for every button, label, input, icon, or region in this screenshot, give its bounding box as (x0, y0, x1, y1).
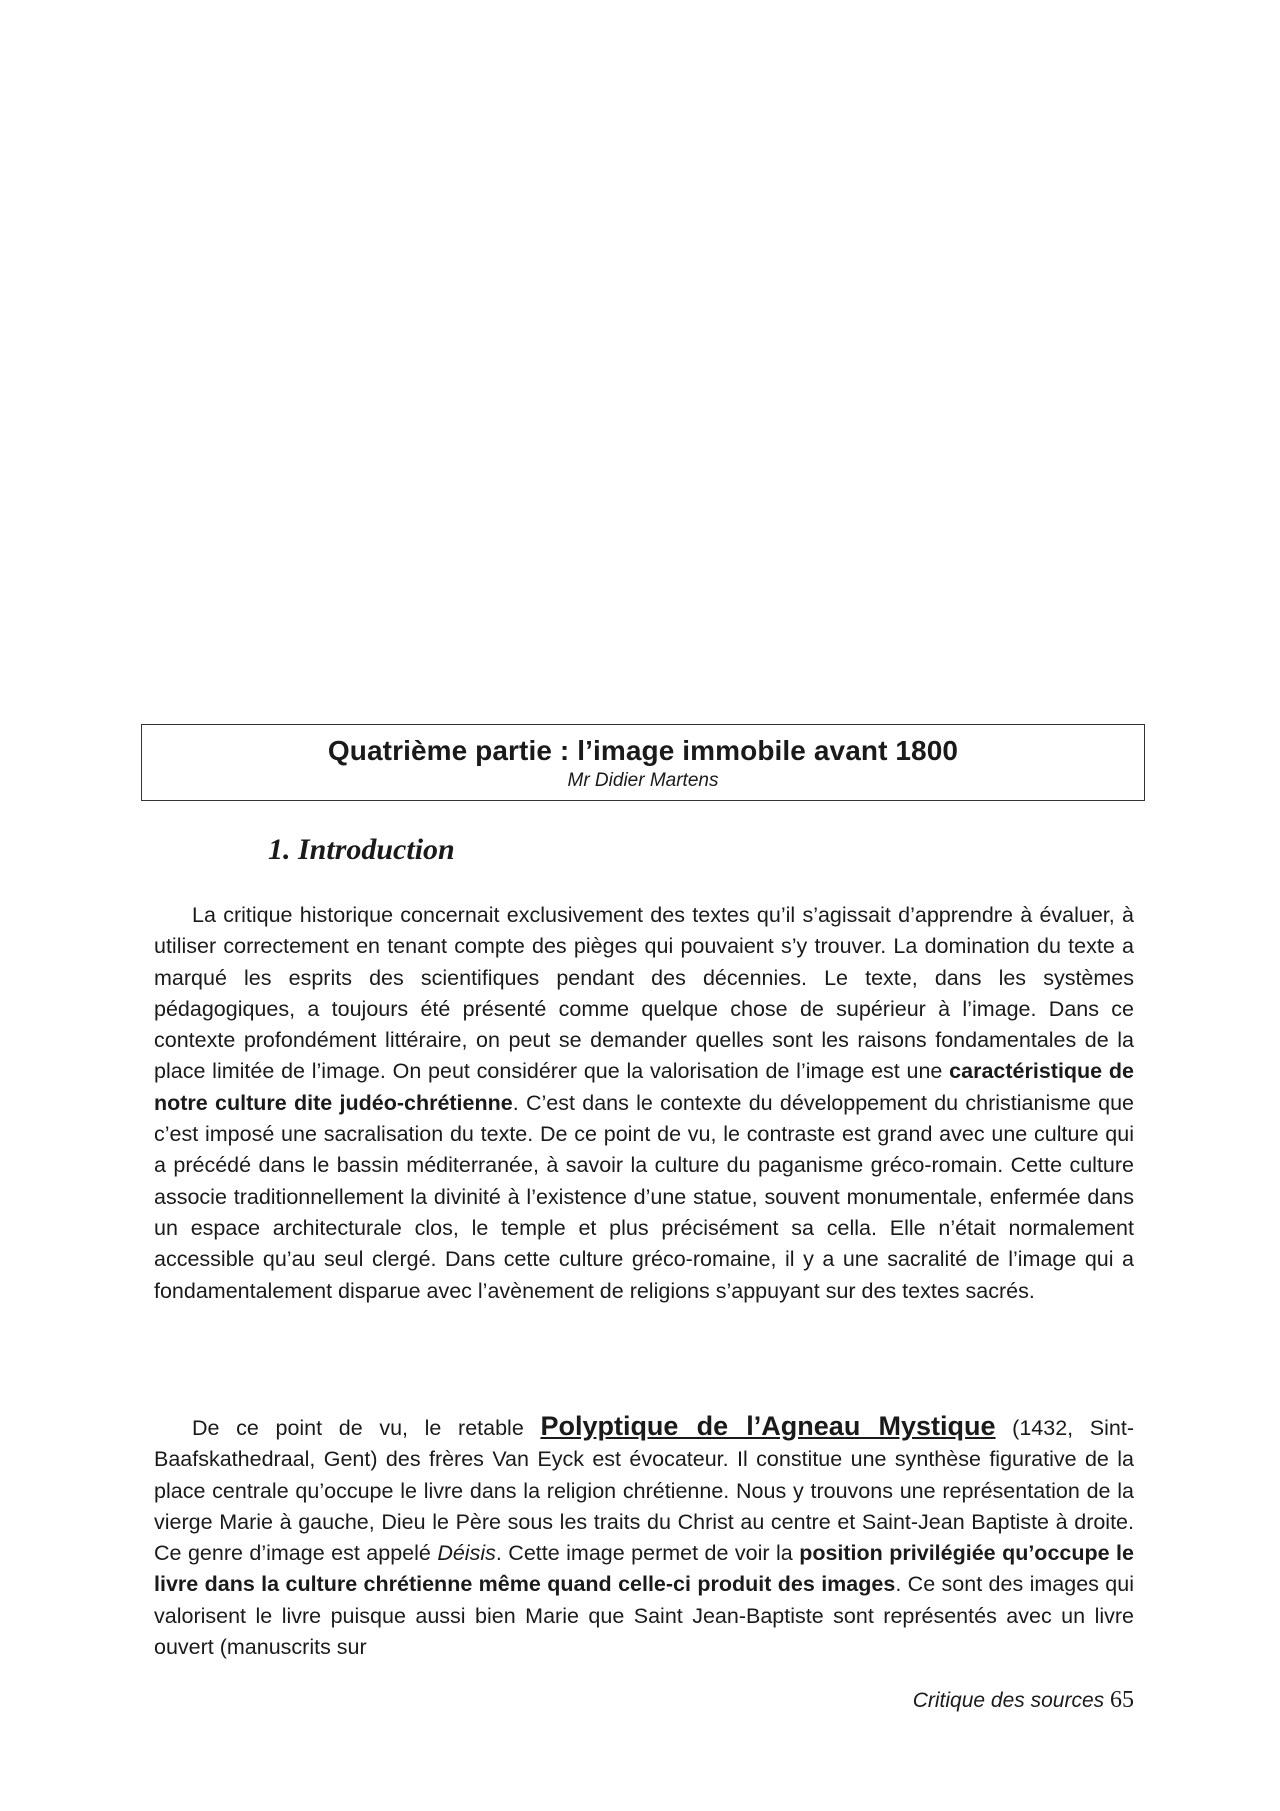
artwork-title-link[interactable]: Polyptique de l’Agneau Mystique (540, 1411, 996, 1441)
bold-phrase: caractéristique de notre culture dite judéo-chrétienne (154, 1059, 1135, 1115)
paragraph-text: La critique historique concernait exclusivement des textes qu’il s’agissait d’apprendre à évaluer, à utiliser correctement en tenant compte des pièges qui pouvaient s’y trouver. La domination du texte a marqué les esprits des scientifiques pendant des décennies. Le texte, dans les systèmes pédagogiques, a toujours été présenté comme quelque chose de supérieur à l’image. Dans ce contexte profondément littéraire, on peut se demander quelles sont les raisons fondamentales de la place limitée de l’image. On peut considérer que la valorisation de l’image est une (154, 903, 1134, 1084)
paragraph-text: . Ce sont des images qui valorisent le livre puisque aussi bien Marie que Saint Jean-Baptiste sont représentés avec un livre ouvert (manuscrits sur (154, 1572, 1134, 1660)
body-paragraph-1 (154, 900, 1134, 1307)
page-number: 65 (1110, 1687, 1134, 1713)
section-heading: 1. Introduction (268, 833, 455, 866)
part-title: Quatrième partie : l’image immobile avant 1800 (327, 735, 959, 766)
part-title-box (141, 724, 1145, 801)
italic-term: Déisis (437, 1541, 496, 1566)
page-footer (913, 1686, 1134, 1715)
author-name: Mr Didier Martens (567, 770, 719, 791)
footer-label: Critique des sources (912, 1689, 1105, 1712)
paragraph-text: De ce point de vu, le retable (192, 1416, 541, 1440)
bold-phrase: position privilégiée qu’occupe le livre dans la culture chrétienne même quand celle-ci produit des images (154, 1541, 1134, 1597)
paragraph-text: . Cette image permet de voir la (495, 1541, 800, 1566)
paragraph-text: . C’est dans le contexte du développement du christianisme que c’est imposé une sacralisation du texte. De ce point de vu, le contraste est grand avec une culture qui a précédé dans le bassin méditerranée, à savoir la culture du paganisme gréco-romain. Cette culture associe traditionnellement la divinité à l’existence d’une statue, souvent monumentale, enfermée dans un espace architecturale clos, le temple et plus précisément sa cella. Elle n’était normalement accessible qu’au seul clergé. Dans cette culture gréco-romaine, il y a une sacralité de l’image qui a fondamentalement disparue avec l’avènement de religions s’appuyant sur des textes sacrés. (154, 1090, 1134, 1303)
body-paragraph-2 (154, 1411, 1134, 1663)
paragraph-text: (1432, Sint-Baafskathedraal, Gent) des frères Van Eyck est évocateur. Il constitue une synthèse figurative de la place centrale qu’occupe le livre dans la religion chrétienne. Nous y trouvons une représentation de la vierge Marie à gauche, Dieu le Père sous les traits du Christ au centre et Saint-Jean Baptiste à droite. Ce genre d’image est appelé (154, 1416, 1134, 1566)
